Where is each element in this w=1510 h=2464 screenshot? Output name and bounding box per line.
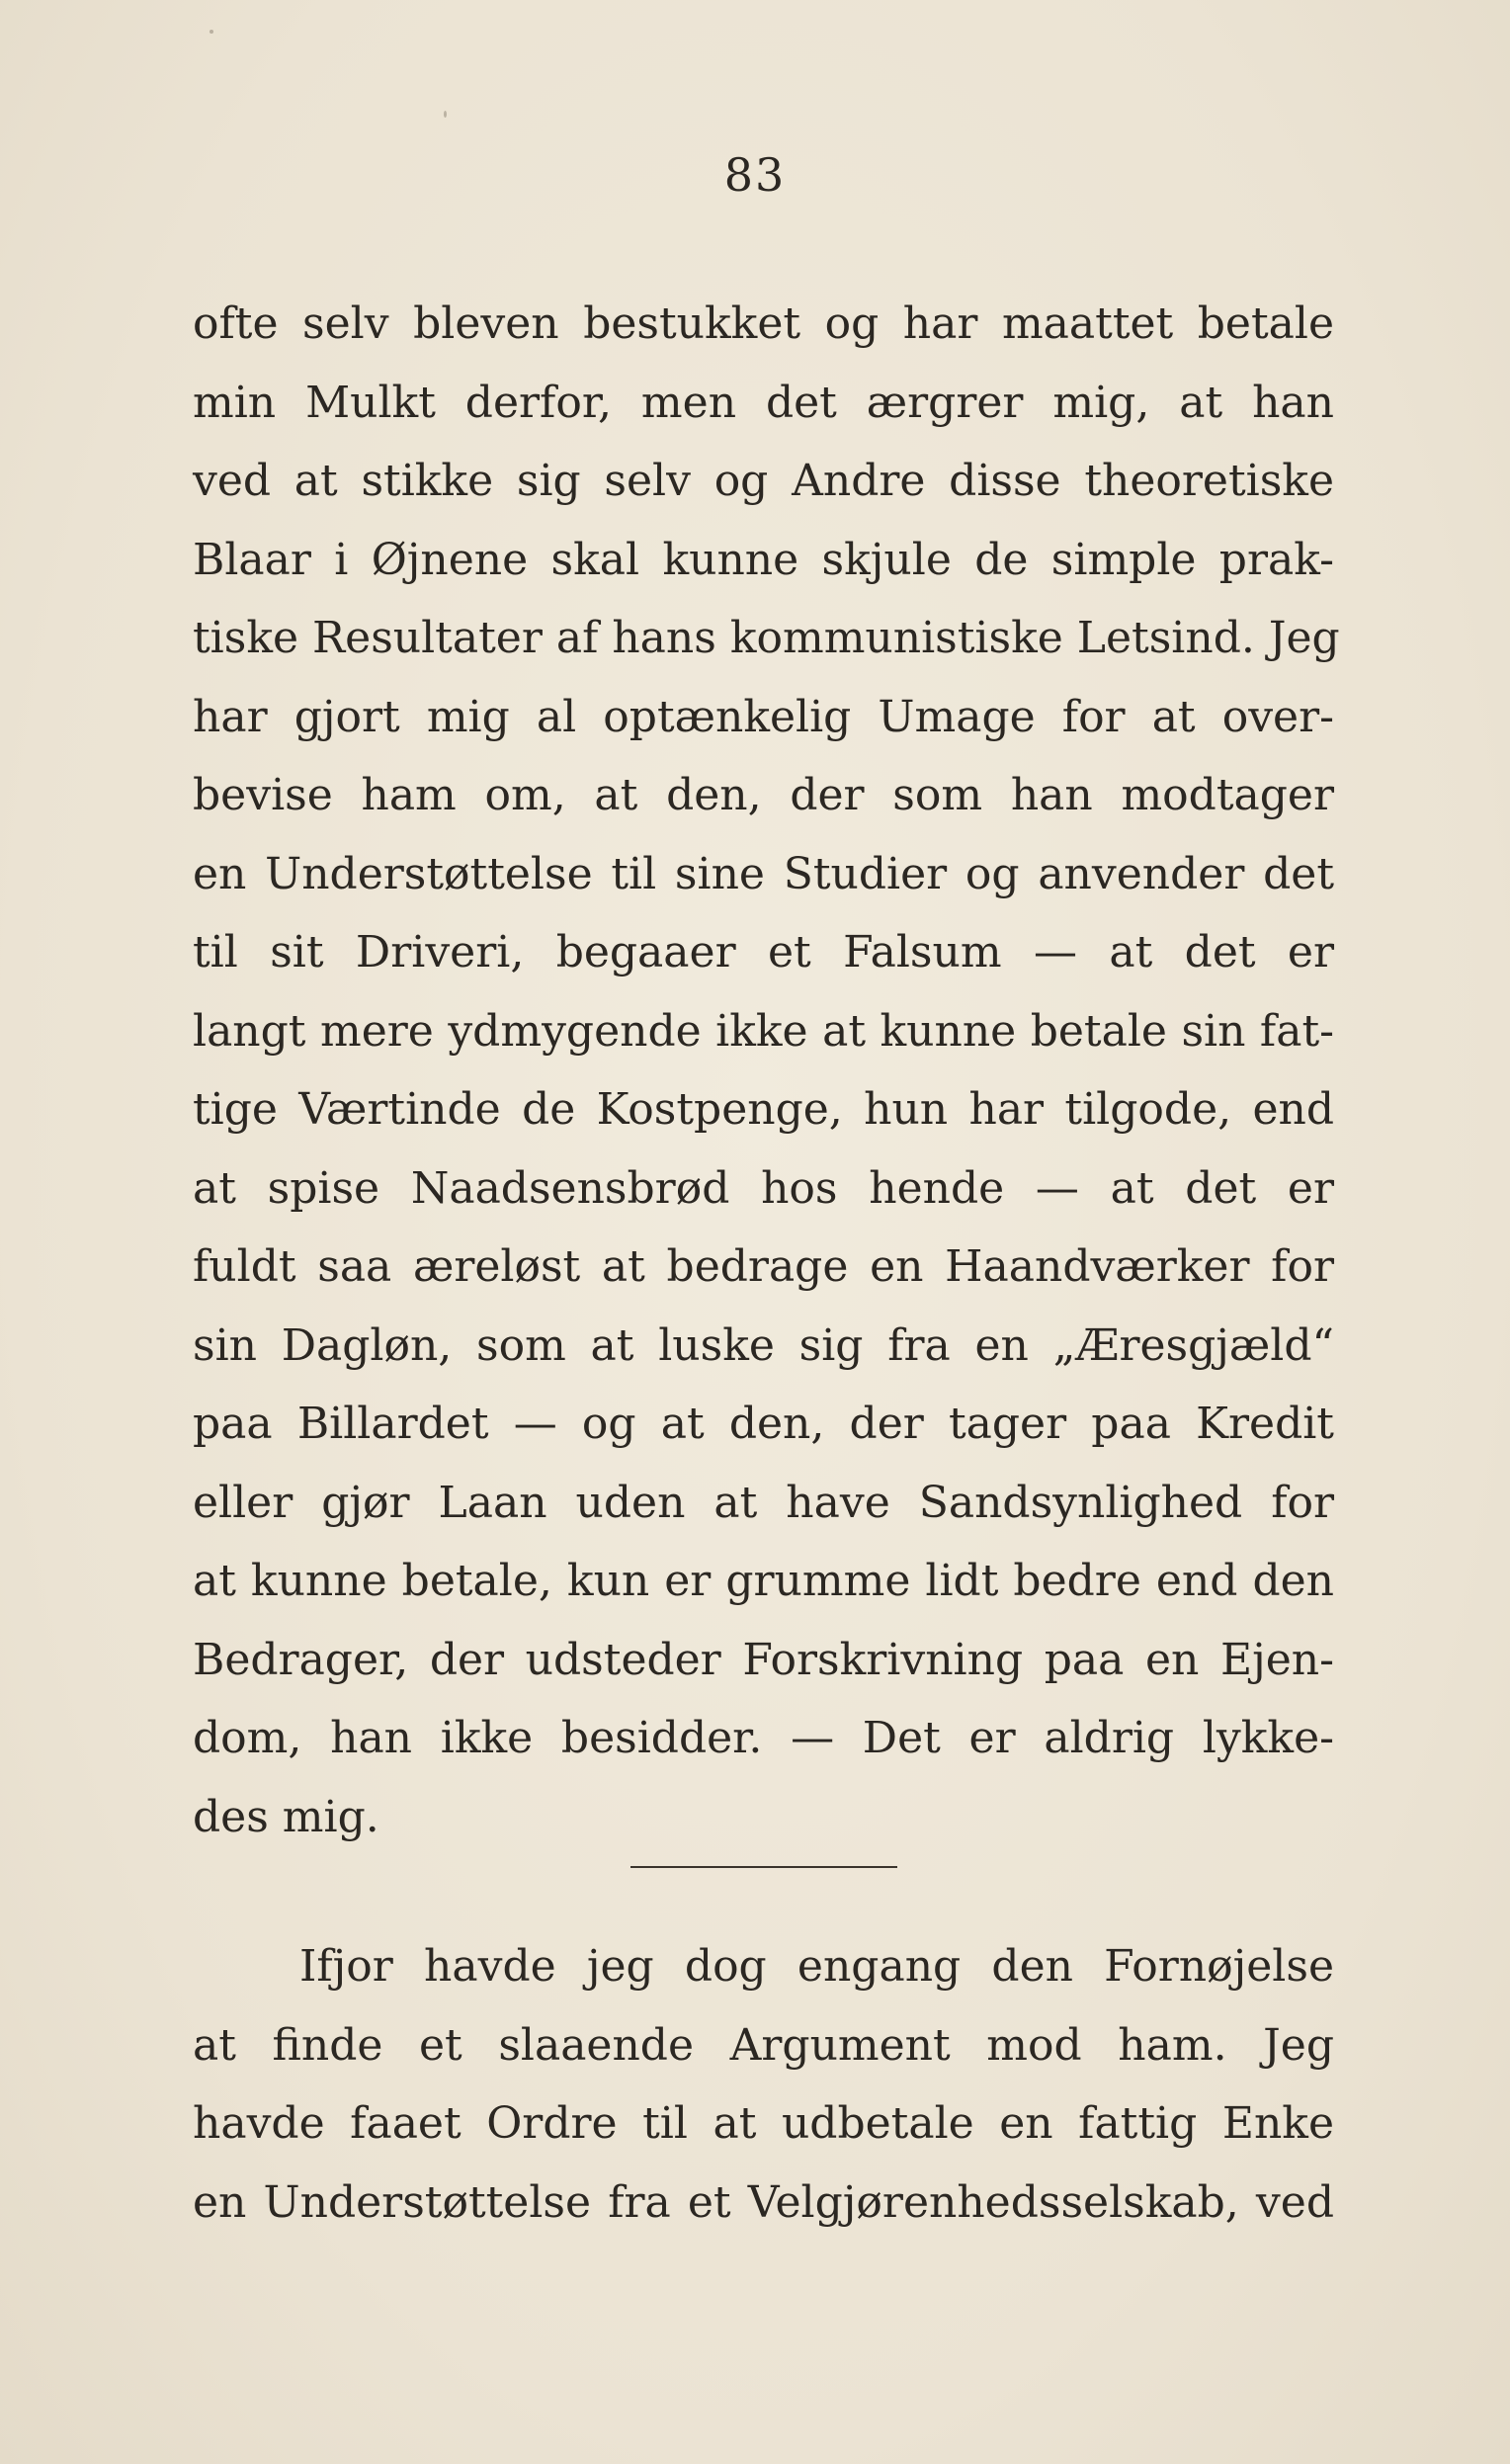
text-line: en Understøttelse fra et Velgjørenhedsselskab, ved — [193, 2176, 1334, 2228]
text-line: til sit Driveri, begaaer et Falsum — at det er — [193, 927, 1334, 977]
text-line: paa Billardet — og at den, der tager paa Kredit — [193, 1399, 1334, 1449]
text-line: des mig. — [193, 1791, 379, 1842]
paragraph-1 — [193, 285, 1340, 1856]
text-line: ofte selv bleven bestukket og har maattet betale — [193, 298, 1334, 349]
text-line: bevise ham om, at den, der som han modtager — [193, 770, 1334, 820]
text-line: Ifjor havde jeg dog engang den Fornøjelse — [299, 1941, 1334, 1992]
text-line: at finde et slaaende Argument mod ham. Jeg — [193, 2019, 1334, 2071]
text-line: dom, han ikke besidder. — Det er aldrig lykke- — [193, 1713, 1334, 1763]
text-line: sin Dagløn, som at luske sig fra en „Æresgjæld“ — [193, 1319, 1334, 1371]
text-line: eller gjør Laan uden at have Sandsynlighed for — [193, 1477, 1334, 1528]
text-line: har gjort mig al optænkelig Umage for at over- — [193, 691, 1334, 742]
text-line: havde faaet Ordre til at udbetale en fattig Enke — [193, 2098, 1334, 2149]
text-line: Bedrager, der udsteder Forskrivning paa en Ejen- — [193, 1634, 1334, 1685]
text-line: Blaar i Øjnene skal kunne skjule de simple prak- — [193, 534, 1334, 585]
text-line: tiske Resultater af hans kommunistiske Letsind. Jeg — [193, 613, 1340, 663]
text-line: en Understøttelse til sine Studier og anvender det — [193, 848, 1334, 899]
text-line: langt mere ydmygende ikke at kunne betale sin fat- — [193, 1005, 1334, 1057]
text-line: at kunne betale, kun er grumme lidt bedre end den — [193, 1556, 1334, 1606]
text-line: fuldt saa æreløst at bedrage en Haandværker for — [193, 1241, 1334, 1292]
section-divider — [630, 1866, 897, 1868]
paragraph-2 — [193, 1927, 1334, 2242]
text-line: at spise Naadsensbrød hos hende — at det er — [193, 1162, 1334, 1214]
text-line: ved at stikke sig selv og Andre disse theoretiske — [193, 456, 1334, 506]
paper-speck — [444, 111, 447, 118]
page-number: 83 — [723, 148, 787, 202]
paper-speck — [210, 30, 213, 34]
text-line: tige Værtinde de Kostpenge, hun har tilgode, end — [193, 1084, 1334, 1135]
text-line: min Mulkt derfor, men det ærgrer mig, at han — [193, 377, 1334, 428]
